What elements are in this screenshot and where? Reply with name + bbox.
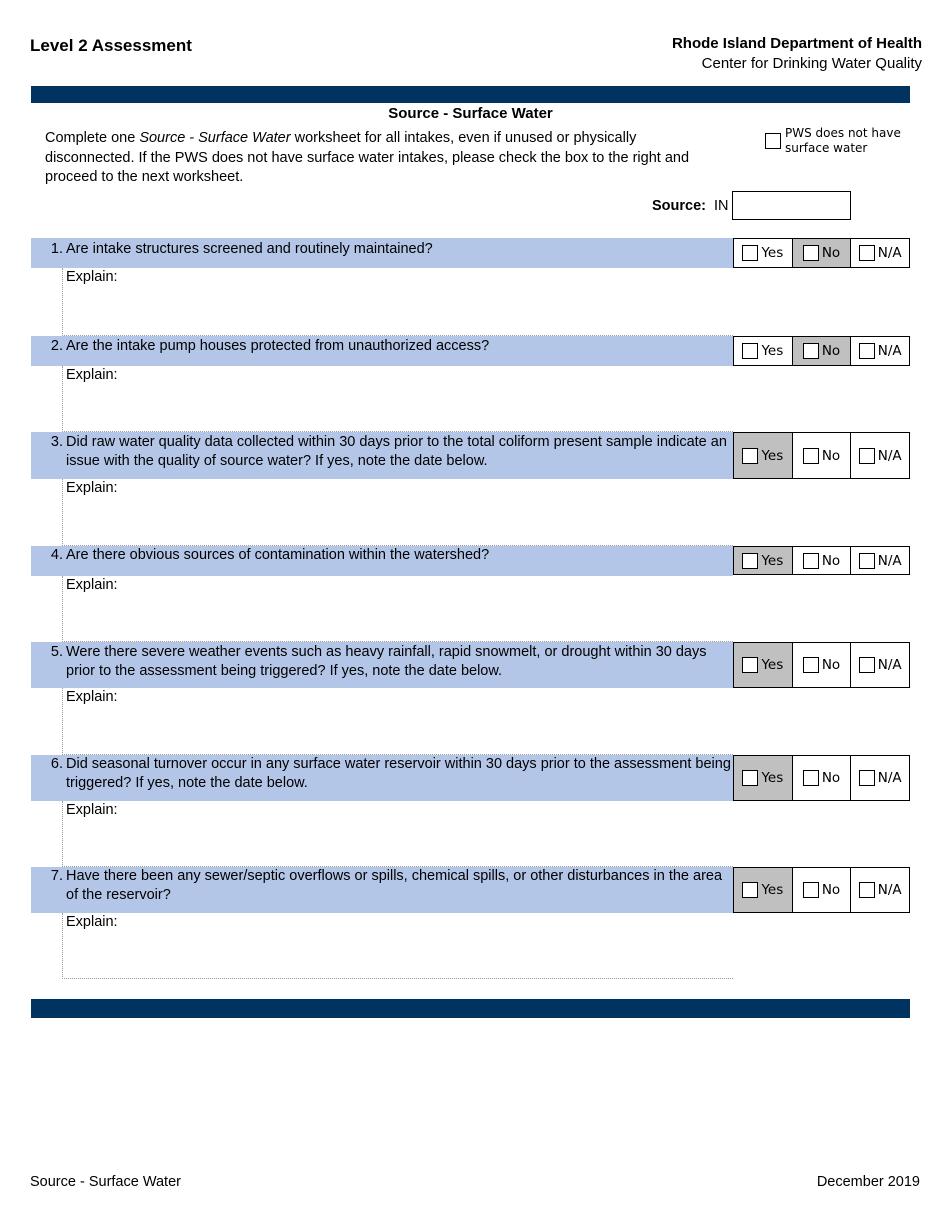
answer-no-label: No — [821, 657, 841, 673]
explain-label: Explain: — [66, 367, 118, 383]
answer-na-label: N/A — [877, 245, 902, 261]
explain-label: Explain: — [66, 914, 118, 930]
answer-no-option[interactable] — [793, 547, 852, 574]
question-text: Did raw water quality data collected within 30 days prior to the total coliform present sample indicate an issue with the quality of source water? If yes, note the date below. — [66, 434, 727, 469]
answer-no-option[interactable] — [793, 643, 852, 687]
answer-yes-checkbox[interactable] — [742, 657, 758, 673]
answer-na-checkbox[interactable] — [859, 882, 875, 898]
answer-no-label: No — [821, 882, 841, 898]
answer-na-label: N/A — [877, 657, 902, 673]
answer-na-checkbox[interactable] — [859, 245, 875, 261]
answer-yes-checkbox[interactable] — [742, 448, 758, 464]
answer-yes-option[interactable] — [734, 239, 793, 267]
answer-na-label: N/A — [877, 552, 902, 569]
footer-title: Source - Surface Water — [30, 1174, 181, 1190]
answer-yes-label: Yes — [761, 245, 784, 261]
answer-na-label: N/A — [877, 770, 902, 786]
answer-no-option[interactable] — [793, 868, 852, 912]
top-band — [31, 86, 910, 103]
question-text: Are intake structures screened and routinely maintained? — [66, 241, 433, 257]
answer-no-checkbox[interactable] — [803, 448, 819, 464]
explain-label: Explain: — [66, 689, 118, 705]
question-2-row — [31, 336, 733, 366]
question-4-answer-group — [733, 546, 910, 575]
footer-date: December 2019 — [816, 1174, 920, 1190]
answer-na-option[interactable] — [851, 547, 909, 574]
answer-yes-label: Yes — [761, 770, 784, 786]
answer-yes-checkbox[interactable] — [742, 553, 758, 569]
answer-yes-checkbox[interactable] — [742, 245, 758, 261]
answer-yes-option[interactable] — [734, 337, 793, 365]
answer-no-option[interactable] — [793, 756, 852, 800]
question-text: Are there obvious sources of contamination within the watershed? — [66, 547, 490, 563]
answer-na-option[interactable] — [851, 868, 909, 912]
section-instructions: Complete one Source - Surface Water worksheet for all intakes, even if unused or physically disconnected. If the PWS does not have surface water intakes, please check the box to the right and proceed to the next worksheet. — [45, 130, 690, 185]
answer-na-option[interactable] — [851, 239, 909, 267]
answer-yes-option[interactable] — [734, 868, 793, 912]
answer-no-option[interactable] — [793, 337, 852, 365]
question-5-explain-field[interactable] — [62, 688, 733, 755]
answer-na-checkbox[interactable] — [859, 770, 875, 786]
answer-no-checkbox[interactable] — [803, 245, 819, 261]
explain-label: Explain: — [66, 480, 118, 496]
answer-yes-label: Yes — [761, 552, 784, 569]
question-1-answer-group — [733, 238, 910, 268]
answer-no-label: No — [821, 770, 841, 786]
answer-no-option[interactable] — [793, 239, 852, 267]
answer-na-checkbox[interactable] — [859, 448, 875, 464]
question-6-explain-field[interactable] — [62, 801, 733, 867]
question-7-answer-group — [733, 867, 910, 913]
answer-yes-checkbox[interactable] — [742, 770, 758, 786]
question-text: Were there severe weather events such as heavy rainfall, rapid snowmelt, or drought within 30 days prior to the assessment being triggered? If yes, note the date below. — [66, 644, 707, 679]
answer-yes-checkbox[interactable] — [742, 343, 758, 359]
question-number: 2. — [50, 338, 63, 354]
answer-no-label: No — [821, 552, 841, 569]
question-number: 6. — [50, 756, 63, 772]
question-number: 5. — [50, 644, 63, 660]
question-3-explain-field[interactable] — [62, 479, 733, 546]
answer-yes-checkbox[interactable] — [742, 882, 758, 898]
answer-yes-label: Yes — [761, 657, 784, 673]
question-number: 4. — [50, 547, 63, 563]
answer-na-option[interactable] — [851, 337, 909, 365]
source-label: Source: — [652, 198, 706, 214]
question-number: 1. — [50, 241, 63, 257]
answer-no-checkbox[interactable] — [803, 343, 819, 359]
answer-na-label: N/A — [877, 882, 902, 898]
answer-na-label: N/A — [877, 447, 902, 464]
question-1-explain-field[interactable] — [62, 268, 733, 336]
answer-no-checkbox[interactable] — [803, 770, 819, 786]
answer-na-label: N/A — [877, 343, 902, 359]
question-4-explain-field[interactable] — [62, 576, 733, 642]
answer-no-label: No — [821, 447, 841, 464]
question-2-answer-group — [733, 336, 910, 366]
question-number: 3. — [50, 434, 63, 450]
question-3-row — [31, 432, 733, 479]
answer-na-option[interactable] — [851, 433, 909, 478]
explain-label: Explain: — [66, 802, 118, 818]
question-text: Have there been any sewer/septic overflows or spills, chemical spills, or other disturbances in the area of the reservoir? — [66, 868, 723, 903]
answer-na-option[interactable] — [851, 643, 909, 687]
answer-no-label: No — [821, 343, 841, 359]
answer-no-checkbox[interactable] — [803, 657, 819, 673]
answer-yes-option[interactable] — [734, 756, 793, 800]
question-1-row — [31, 238, 733, 268]
answer-na-checkbox[interactable] — [859, 553, 875, 569]
question-6-row — [31, 755, 733, 801]
answer-yes-option[interactable] — [734, 433, 793, 478]
question-6-answer-group — [733, 755, 910, 801]
question-4-row — [31, 546, 733, 576]
question-3-answer-group — [733, 432, 910, 479]
question-7-row — [31, 867, 733, 913]
answer-na-checkbox[interactable] — [859, 657, 875, 673]
answer-yes-label: Yes — [761, 447, 784, 464]
question-5-row — [31, 642, 733, 688]
no-surface-water-checkbox[interactable] — [765, 133, 781, 149]
bottom-band — [31, 999, 910, 1018]
question-2-explain-field[interactable] — [62, 366, 733, 432]
document-title: Level 2 Assessment — [30, 36, 192, 55]
question-text: Did seasonal turnover occur in any surface water reservoir within 30 days prior to the assessment being triggered? If yes, note the date below. — [66, 756, 731, 791]
answer-no-label: No — [821, 245, 841, 261]
organization-block — [672, 34, 922, 74]
explain-label: Explain: — [66, 269, 118, 285]
answer-na-checkbox[interactable] — [859, 343, 875, 359]
answer-yes-label: Yes — [761, 882, 784, 898]
no-surface-water-option[interactable] — [765, 126, 910, 156]
answer-no-option[interactable] — [793, 433, 852, 478]
question-5-answer-group — [733, 642, 910, 688]
answer-na-option[interactable] — [851, 756, 909, 800]
no-surface-water-label: PWS does not have surface water — [785, 126, 901, 155]
source-input[interactable] — [732, 191, 851, 220]
answer-no-checkbox[interactable] — [803, 882, 819, 898]
organization-name: Rhode Island Department of Health — [671, 35, 922, 52]
question-text: Are the intake pump houses protected from unauthorized access? — [66, 338, 490, 354]
question-7-explain-field[interactable] — [62, 913, 733, 979]
source-prefix: IN — [714, 198, 729, 214]
answer-no-checkbox[interactable] — [803, 553, 819, 569]
organization-center: Center for Drinking Water Quality — [701, 55, 922, 72]
answer-yes-option[interactable] — [734, 643, 793, 687]
answer-yes-label: Yes — [761, 343, 784, 359]
explain-label: Explain: — [66, 577, 118, 593]
answer-yes-option[interactable] — [734, 547, 793, 574]
section-title: Source - Surface Water — [388, 105, 553, 122]
question-number: 7. — [50, 868, 63, 884]
